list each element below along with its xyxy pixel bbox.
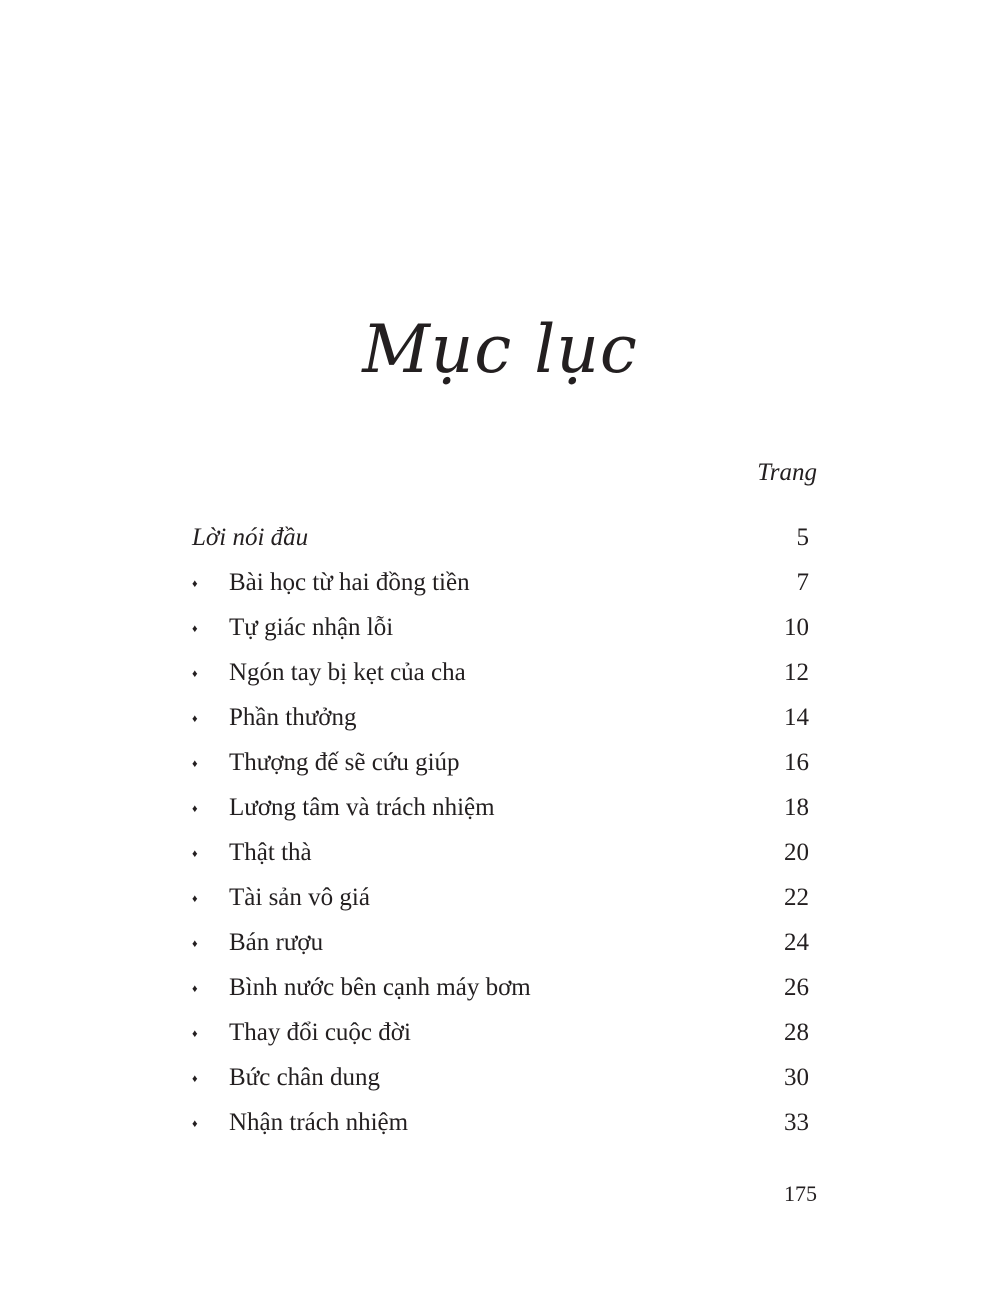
toc-entry-page: 18 — [784, 794, 809, 821]
diamond-bullet-icon: ♦ — [192, 623, 198, 635]
toc-entry-page: 16 — [784, 749, 809, 776]
toc-entry[interactable] — [192, 1105, 809, 1150]
diamond-bullet-icon: ♦ — [192, 1118, 198, 1130]
toc-entry-label: Thay đổi cuộc đời — [229, 1019, 411, 1046]
toc-entry[interactable] — [192, 565, 809, 610]
toc-entry-label: Thượng đế sẽ cứu giúp — [229, 749, 460, 776]
toc-entry-page: 14 — [784, 704, 809, 731]
diamond-bullet-icon: ♦ — [192, 983, 198, 995]
toc-entry-label: Phần thưởng — [229, 704, 357, 731]
toc-entry-label: Ngón tay bị kẹt của cha — [229, 659, 466, 686]
toc-entry-label: Lương tâm và trách nhiệm — [229, 794, 495, 821]
toc-entry[interactable] — [192, 610, 809, 655]
toc-entry-page: 12 — [784, 659, 809, 686]
toc-entry[interactable] — [192, 880, 809, 925]
toc-entry-label: Tự giác nhận lỗi — [229, 614, 394, 641]
toc-entry[interactable] — [192, 1015, 809, 1060]
page-number: 175 — [784, 1181, 817, 1206]
diamond-bullet-icon: ♦ — [192, 1028, 198, 1040]
toc-entry-page: 22 — [784, 884, 809, 911]
toc-entry-page: 26 — [784, 974, 809, 1001]
toc-entry-label: Tài sản vô giá — [229, 884, 370, 911]
toc-entry-label: Lời nói đầu — [192, 524, 309, 551]
diamond-bullet-icon: ♦ — [192, 713, 198, 725]
toc-entry-label: Nhận trách nhiệm — [229, 1109, 409, 1136]
toc-entry[interactable] — [192, 655, 809, 700]
diamond-bullet-icon: ♦ — [192, 803, 198, 815]
diamond-bullet-icon: ♦ — [192, 893, 198, 905]
toc-entry[interactable] — [192, 790, 809, 835]
toc-entry-label: Bức chân dung — [229, 1064, 381, 1091]
toc-entry-page: 20 — [784, 839, 809, 866]
diamond-bullet-icon: ♦ — [192, 668, 198, 680]
toc-entry-page: 24 — [784, 929, 809, 956]
toc-entry-page: 5 — [796, 524, 809, 551]
diamond-bullet-icon: ♦ — [192, 758, 198, 770]
toc-entry[interactable] — [192, 745, 809, 790]
toc-entry-page: 7 — [796, 569, 809, 596]
toc-entry-intro[interactable] — [192, 520, 809, 565]
toc-entry-label: Bài học từ hai đồng tiền — [229, 569, 470, 596]
toc-entry-page: 10 — [784, 614, 809, 641]
toc-entry[interactable] — [192, 970, 809, 1015]
page-column-label: Trang — [757, 459, 817, 486]
toc-entry-page: 30 — [784, 1064, 809, 1091]
toc-entry-page: 28 — [784, 1019, 809, 1046]
toc-entry[interactable] — [192, 835, 809, 880]
toc-entry[interactable] — [192, 700, 809, 745]
toc-entry-label: Thật thà — [229, 839, 312, 866]
page-title: Mục lục — [362, 311, 638, 388]
diamond-bullet-icon: ♦ — [192, 1073, 198, 1085]
diamond-bullet-icon: ♦ — [192, 938, 198, 950]
toc-entry[interactable] — [192, 925, 809, 970]
toc-entry-page: 33 — [784, 1109, 809, 1136]
toc-entry-label: Bình nước bên cạnh máy bơm — [229, 974, 531, 1001]
table-of-contents — [192, 520, 809, 1150]
toc-entry-label: Bán rượu — [229, 929, 324, 956]
diamond-bullet-icon: ♦ — [192, 578, 198, 590]
toc-entry[interactable] — [192, 1060, 809, 1105]
diamond-bullet-icon: ♦ — [192, 848, 198, 860]
